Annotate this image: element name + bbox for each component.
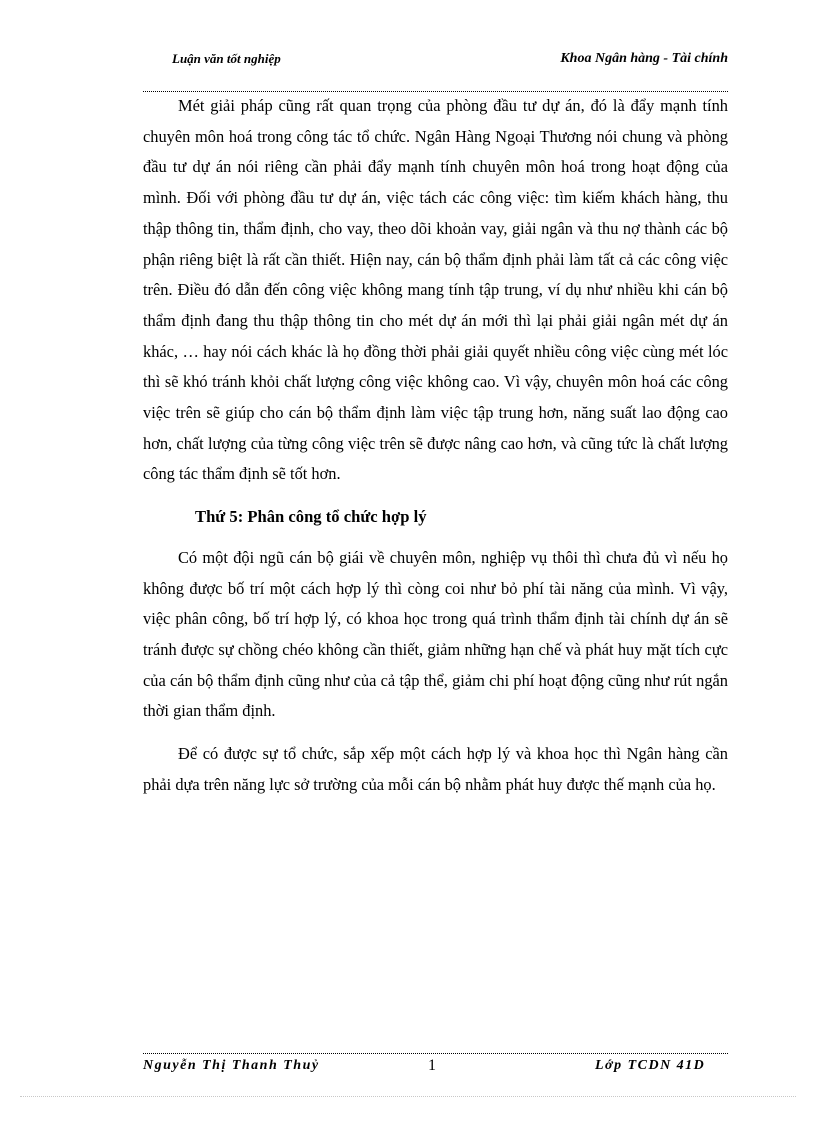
footer-class: Lớp TCDN 41D <box>595 1058 706 1073</box>
paragraph: Có một đội ngũ cán bộ giái về chuyên môn, nghiệp vụ thôi thì chưa đủ vì nếu họ không được bố trí một cách hợp lý thì còng coi như bỏ phí tài năng của mình. Vì vậy, việc phân công, bố trí hợp lý, có khoa học trong quá trình thẩm định tài chính dự án sẽ tránh được sự chồng chéo không cần thiết, giảm những hạn chế và phát huy mặt tích cực của cán bộ thẩm định cũng như của cả tập thể, giảm chi phí hoạt động cũng như rút ngắn thời gian thẩm định. <box>143 547 728 721</box>
page-bottom-divider <box>20 1096 796 1097</box>
page-number: 1 <box>428 1057 436 1074</box>
document-body <box>143 91 728 800</box>
paragraph: Để có được sự tổ chức, sắp xếp một cách hợp lý và khoa học thì Ngân hàng cần phải dựa trên năng lực sở trường của mỗi cán bộ nhằm phát huy được thế mạnh của họ. <box>143 744 728 794</box>
paragraph: Mét giải pháp cũng rất quan trọng của phòng đầu tư dự án, đó là đẩy mạnh tính chuyên môn hoá trong công tác tổ chức. Ngân Hàng Ngoại Thương nói chung và phòng đầu tư dự án nói riêng cần phải đẩy mạnh tính chuyên môn hoá trong hoạt động của mình. Đối với phòng đầu tư dự án, việc tách các công việc: tìm kiếm khách hàng, thu thập thông tin, thẩm định, cho vay, theo dõi khoản vay, giải ngân và thu nợ thành các bộ phận riêng biệt là rất cần thiết. Hiện nay, cán bộ thẩm định phải làm tất cả các công việc trên. Điều đó dẫn đến công việc không mang tính tập trung, ví dụ như nhiều khi cán bộ thẩm định đang thu thập thông tin cho mét dự án mới thì lại phải giải ngân mét dự án khác, … hay nói cách khác là họ đồng thời phải giải quyết nhiều công việc cùng mét lóc thì sẽ khó tránh khỏi chất lượng công việc không cao. Vì vậy, chuyên môn hoá các công việc trên sẽ giúp cho cán bộ thẩm định làm việc tập trung hơn, năng suất lao động cao hơn, chất lượng của từng công việc trên sẽ được nâng cao hơn, và cũng tức là chất lượng công tác thẩm định sẽ tốt hơn. <box>143 96 728 484</box>
section-heading: Thứ 5: Phân công tổ chức hợp lý <box>195 507 427 527</box>
header-department: Khoa Ngân hàng - Tài chính <box>560 51 728 66</box>
header-title: Luận văn tốt nghiệp <box>172 51 281 66</box>
footer-divider <box>143 1053 728 1054</box>
footer-author: Nguyễn Thị Thanh Thuỷ <box>143 1058 320 1073</box>
